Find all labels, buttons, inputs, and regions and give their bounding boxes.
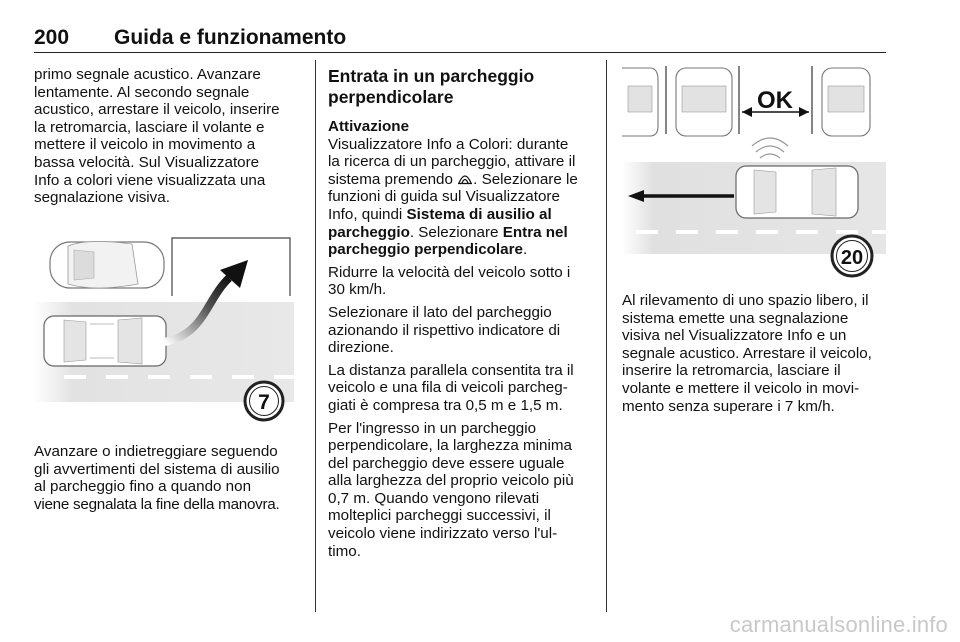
figure-number-badge [245, 382, 283, 420]
section-title: Guida e funzionamento [114, 26, 347, 49]
svg-text:7: 7 [258, 391, 270, 414]
width-paragraph: Per l'ingresso in un parcheggio perpendicolare, la larghezza minima del parcheggio deve essere uguale alla larghezza del proprio veicolo più 0,7 m. Quando vengono rilevati molteplici parcheggi successivi, il veicolo viene indirizzato verso l'ul- timo. [328, 419, 574, 560]
parked-car-icon [50, 241, 164, 288]
distance-paragraph: La distanza parallela consentita tra il veicolo e una fila di veicoli parcheg- giati è compresa tra 0,5 m e 1,5 m. [328, 361, 574, 414]
svg-text:20: 20 [840, 247, 864, 269]
moving-car-icon [44, 316, 166, 366]
col1-paragraph-1: primo segnale acustico. Avanzare lentamente. Al secondo segnale acustico, arrestare il veicolo, inserire la retromarcia, lasciare il volante e mettere il veicolo in movimento a bassa velocità. Sul Visualizzatore Info a colori viene visualizzata una segnalazione visiva. [34, 66, 280, 207]
ok-indicator [742, 87, 809, 117]
subheading: Attivazione [328, 118, 410, 135]
parked-car-icon [622, 68, 658, 136]
speed-paragraph: Ridurre la velocità del veicolo sotto i 30 km/h. [328, 263, 571, 299]
sensor-waves [752, 138, 788, 158]
side-paragraph: Selezionare il lato del parcheggio azionando il rispettivo indicatore di direzione. [328, 303, 561, 357]
moving-car-icon [736, 166, 858, 218]
column-divider [315, 60, 316, 612]
col3-paragraph: Al rilevamento di uno spazio libero, il sistema emette una segnalazione visiva nel Visualizzatore Info e un segnale acustico. Arrestare il veicolo, inserire la retromarcia, lasciare il volante e mettere il veicolo in movi- mento senza superare i 7 km/h. [622, 292, 872, 415]
col1-paragraph-2: Avanzare o indietreggiare seguendo gli avvertimenti del sistema di ausilio al parcheggio fino a quando non viene segnalata la fine della manovra. [34, 443, 280, 513]
parking-diagram-fig20 [622, 66, 886, 278]
parking-diagram-fig7 [34, 230, 294, 425]
page-header [34, 26, 886, 53]
parking-assist-icon [457, 171, 473, 188]
page-number: 200 [34, 26, 70, 49]
watermark: carmanualsonline.info [729, 612, 948, 637]
section-heading: Entrata in un parcheggio perpendicolare [328, 66, 535, 107]
svg-text:OK: OK [757, 87, 793, 114]
figure-number-badge [832, 236, 872, 276]
column-divider [606, 60, 607, 612]
parked-car-icon [676, 68, 732, 136]
activation-paragraph: Visualizzatore Info a Colori: durante la ricerca di un parcheggio, attivare il sistema premendo . Selezionare le funzioni di guida sul Visualizzatore Info, quindi Sistema di ausilio al parcheggio. Selezionare Entra nel parcheggio perpendicolare. [328, 135, 578, 259]
col2-content [328, 66, 600, 560]
parked-car-icon [822, 68, 870, 136]
